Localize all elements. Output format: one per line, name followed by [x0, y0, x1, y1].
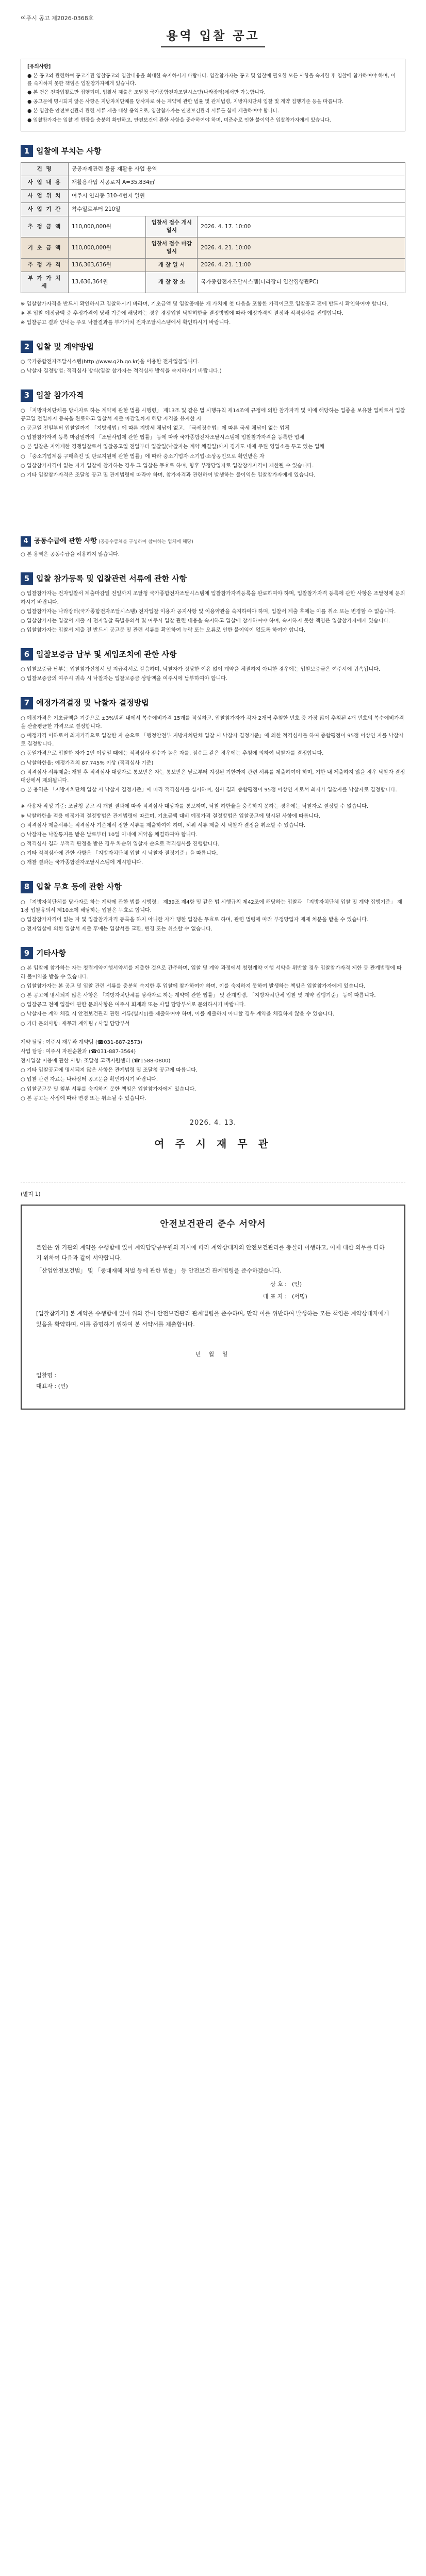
section-title: [34, 537, 193, 546]
info-label: 사 업 위 치: [21, 190, 69, 203]
paragraph: ○ 본 공고는 사정에 따라 변경 또는 취소될 수 있습니다.: [21, 1095, 146, 1101]
section-number: 6: [21, 648, 33, 660]
info-value: 착수일로부터 210일: [69, 203, 405, 216]
paragraph: ○ 입찰공고 전에 입찰에 관한 문의사항은 여주시 회계과 또는 사업 담당부서로 문의하시기 바랍니다.: [21, 1002, 246, 1008]
form-field-row: [36, 1280, 390, 1289]
form-footer-line: [36, 1382, 390, 1391]
price-row: [21, 272, 405, 293]
form-footer-label: 대표자 :: [36, 1383, 57, 1390]
price-label: 기 초 금 액: [21, 238, 69, 259]
price-amount: 136,363,636원: [69, 258, 146, 272]
section-3-body: [21, 407, 405, 480]
section-number: 9: [21, 947, 33, 959]
section-9-body: [21, 964, 405, 1028]
section-9-heading: [21, 947, 405, 959]
form-footer: [36, 1371, 390, 1390]
paragraph: ○ 본 입찰에 참가하는 자는 청렴계약이행서약서를 제출한 것으로 간주하며, 입찰 및 계약 과정에서 청렴계약 이행 서약을 위반할 경우 입찰참가자격 제한 등 관계법령에 따라 불이익을 받을 수 있습니다.: [21, 965, 402, 980]
section-3-heading: [21, 389, 405, 402]
form-paragraph: 본인은 위 기관의 계약을 수행함에 있어 계약담당공무원의 지시에 따라 계약상대자의 안전보건관리를 충실히 이행하고, 이에 대한 의무를 다하기 위하여 다음과 같이 서약합니다.: [36, 1244, 385, 1262]
paragraph: ○ 본 용역은 공동수급을 허용하지 않습니다.: [21, 552, 120, 558]
paragraph: ○ 본 공고에 명시되지 않은 사항은 「지방자치단체를 당사자로 하는 계약에 관한 법률」 및 관계법령, 「지방자치단체 입찰 및 계약 집행기준」 등에 따릅니다.: [21, 992, 376, 998]
section-title: 입찰 참가등록 및 입찰관련 서류에 관한 사항: [36, 573, 187, 583]
paragraph: ○ 본 입찰은 지역제한 경쟁입찰로서 입찰공고일 전일부터 입찰일(낙찰자는 계약 체결일)까지 경기도 내에 주된 영업소를 두고 있는 업체: [21, 444, 325, 450]
notice-box: [21, 59, 405, 131]
section-8-body: [21, 899, 405, 934]
section-title: 입찰 및 계약방법: [36, 342, 94, 351]
price-label: 부 가 가 치 세: [21, 272, 69, 293]
paragraph: ○ 개찰 결과는 국가종합전자조달시스템에 게시합니다.: [21, 860, 143, 866]
paragraph: ○ 예정가격은 기초금액을 기준으로 ±3%범위 내에서 복수예비가격 15개를 작성하고, 입찰참가자가 각자 2개씩 추첨한 번호 중 가장 많이 추첨된 4개 번호의 복수예비가격을 산술평균한 가격으로 결정합니다.: [21, 715, 404, 730]
notice-item: ● 입찰참가자는 입찰 전 현장을 충분히 확인하고, 안전보건에 관한 사항을 준수하여야 하며, 미준수로 인한 불이익은 입찰참가자에게 있습니다.: [27, 117, 331, 123]
form-body-2: [36, 1309, 390, 1330]
note: ※ 본 입찰 예정금액 중 추정가격이 당해 기준에 해당하는 경우 경쟁입찰 낙찰하한율 결정방법에 따라 예정가격의 결정과 적격심사를 진행합니다.: [21, 310, 343, 316]
info-row: [21, 176, 405, 190]
info-value: 여주시 연라동 310-4번지 일원: [69, 190, 405, 203]
schedule-label: 입찰서 접수 개시일시: [146, 216, 198, 238]
paragraph: ○ 기타 입찰공고에 명시되지 않은 사항은 관계법령 및 조달청 공고에 따릅니다.: [21, 1067, 198, 1074]
paragraph: ○ 적격심사 서류제출: 개찰 후 적격심사 대상자로 통보받은 자는 통보받은 날로부터 지정된 기한까지 관련 서류를 제출하여야 하며, 기한 내 제출하지 않을 경우 낙찰자 결정 대상에서 제외됩니다.: [21, 769, 405, 784]
section-title: 기타사항: [36, 948, 66, 958]
price-amount: 13,636,364원: [69, 272, 146, 293]
schedule-value: 2026. 4. 17. 10:00: [198, 216, 405, 238]
paragraph: ○ 입찰참가자는 나라장터(국가종합전자조달시스템) 전자입찰 이용자 공지사항 및 이용약관을 숙지하여야 하며, 입찰서 제출 후에는 이를 취소 또는 변경할 수 없습니다.: [21, 608, 396, 615]
section-number: 5: [21, 572, 33, 585]
paragraph: ○ 「지방자치단체를 당사자로 하는 계약에 관한 법률 시행령」 제13조 및 같은 법 시행규칙 제14조에 규정에 의한 참가자격 및 이에 해당하는 업종을 보유한 업체로서 입찰 공고일 전일까지 등록을 완료하고 입찰서 제출 마감일까지 해당 자격을 유지한 자: [21, 408, 405, 422]
paragraph: ○ 입찰참가자격이 없는 자 및 입찰참가자격 등록을 하지 아니한 자가 행한 입찰은 무효로 하며, 관련 법령에 따라 부정당업자 제재 처분을 받을 수 있습니다.: [21, 917, 369, 923]
document-number: 여주시 공고 제2026-0368호: [21, 15, 94, 22]
section-subtitle: (공동수급체를 구성하여 참여하는 업체에 해당): [99, 539, 193, 545]
schedule-label: 개 찰 일 시: [146, 258, 198, 272]
section-2-heading: [21, 341, 405, 353]
notice-heading: [유의사항]: [27, 64, 51, 70]
form-paragraph: [입찰참가자] 본 계약을 수행함에 있어 위와 같이 안전보건관리 관계법령을 준수하며, 만약 이를 위반하여 발생하는 모든 책임은 계약상대자에게 있음을 확약하며, 이를 증명하기 위하여 본 서약서를 제출합니다.: [36, 1310, 389, 1328]
form-footer-label: 입찰명 :: [36, 1372, 57, 1379]
paragraph: ○ 「지방자치단체를 당사자로 하는 계약에 관한 법률 시행령」 제39조 제4항 및 같은 법 시행규칙 제42조에 해당하는 입찰과 「지방자치단체 입찰 및 계약 집행기준」 제1장 입찰유의서 제10조에 해당하는 입찰은 무효로 합니다.: [21, 899, 402, 913]
paragraph: ○ 기타 문의사항: 재무과 계약팀 / 사업 담당부서: [21, 1021, 130, 1027]
section-title: 입찰 참가자격: [36, 391, 84, 400]
note: ※ 입찰공고 결과 안내는 주요 낙찰결과를 부가가치 전자조달시스템에서 확인하시기 바랍니다.: [21, 320, 231, 326]
paragraph: ○ 공고일 전일부터 입찰일까지 「지방세법」에 따른 지방세 체납이 없고, 「국세징수법」에 따른 국세 체납이 없는 업체: [21, 426, 290, 432]
paragraph: ○ 낙찰자는 낙찰통지를 받은 날로부터 10일 이내에 계약을 체결하여야 합니다.: [21, 832, 198, 838]
section-number: 2: [21, 341, 33, 353]
form-body: [36, 1243, 390, 1276]
title-wrap: [21, 28, 405, 48]
info-label: 사 업 내 용: [21, 176, 69, 190]
notice-date: 2026. 4. 13.: [189, 1119, 237, 1127]
paragraph: ○ 입찰참가자는 본 공고 및 입찰 관련 서류를 충분히 숙지한 후 입찰에 참가하여야 하며, 이를 숙지하지 못하여 발생하는 책임은 입찰참가자에게 있습니다.: [21, 983, 365, 989]
price-amount: 110,000,000원: [69, 238, 146, 259]
section-6-heading: [21, 648, 405, 660]
info-value: 재활용사업 시공로지 A=35,834㎡: [69, 176, 405, 190]
section-5-body: [21, 590, 405, 635]
price-amount: 110,000,000원: [69, 216, 146, 238]
section-title: 입찰 무효 등에 관한 사항: [36, 882, 122, 892]
paragraph: ○ 동일가격으로 입찰한 자가 2인 이상일 때에는 적격심사 점수가 높은 자를, 점수도 같은 경우에는 추첨에 의하여 낙찰자를 결정합니다.: [21, 751, 324, 757]
paragraph: 전자입찰 이용에 관한 사항: 조달청 고객지원센터 (☎1588-0800): [21, 1058, 171, 1064]
section-title: 입찰에 부치는 사항: [36, 146, 102, 156]
schedule-value: 2026. 4. 21. 11:00: [198, 258, 405, 272]
section-title: 입찰보증금 납부 및 세입조치에 관한 사항: [36, 649, 177, 659]
info-row: [21, 203, 405, 216]
schedule-label: 입찰서 접수 마감일시: [146, 238, 198, 259]
form-field-row: [36, 1293, 390, 1301]
form-field-value: (서명): [292, 1293, 307, 1300]
notice-item: ● 본 건은 전자입찰로만 집행되며, 입찰서 제출은 조달청 국가종합전자조달시스템(나라장터)에서만 가능합니다.: [27, 90, 266, 96]
form-footer-line: [36, 1371, 390, 1380]
price-label: 추 정 금 액: [21, 216, 69, 238]
paragraph: ○ 입찰보증금의 여주시 귀속 시 낙찰자는 입찰보증금 상당액을 여주시에 납부하여야 합니다.: [21, 676, 228, 682]
section-number: 8: [21, 881, 33, 893]
paragraph: ○ 입찰참가자는 입찰서 제출 전 반드시 공고문 및 관련 서류를 확인하여 누락 또는 오류로 인한 불이익이 없도록 하여야 합니다.: [21, 628, 306, 634]
section-7-body: [21, 715, 405, 868]
paragraph: ○ 국가종합전자조달시스템(http://www.g2b.go.kr)을 이용한 전자입찰입니다.: [21, 359, 200, 365]
section-number: 1: [21, 145, 33, 157]
section-1-notes: [21, 300, 405, 328]
form-footer-value: (인): [58, 1383, 68, 1390]
section-4-body: [21, 551, 405, 559]
form-field-value: (인): [292, 1280, 302, 1287]
paragraph: ○ 입찰 관련 자료는 나라장터 공고문을 확인하시기 바랍니다.: [21, 1077, 158, 1083]
price-row: [21, 238, 405, 259]
paragraph: ○ 낙찰하한율: 예정가격의 87.745% 이상 (적격심사 기준): [21, 760, 154, 766]
price-label: 추 정 가 격: [21, 258, 69, 272]
notice-item: ● 본 공고와 관련하여 공고기관 입찰공고와 입찰내용을 최대한 숙지하시기 바랍니다. 입찰참가자는 공고 및 입찰에 필요한 모든 사항을 숙지한 후 입찰에 참가하여야 하며, 이를 숙지하지 못한 책임은 입찰참가자에게 있습니다.: [27, 73, 396, 87]
paragraph: ○ 낙찰자는 계약 체결 시 안전보건관리 관련 서류(별지1)를 제출하여야 하며, 이를 제출하지 아니할 경우 계약을 체결하지 않을 수 있습니다.: [21, 1011, 335, 1018]
paragraph: ○ 입찰참가자격이 없는 자가 입찰에 참가하는 경우 그 입찰은 무효로 하며, 향후 부정당업자로 입찰참가자격이 제한될 수 있습니다.: [21, 463, 314, 469]
paragraph: ○ 입찰보증금 납부는 입찰참가신청서 및 지급각서로 갈음하며, 낙찰자가 정당한 이유 없이 계약을 체결하지 아니한 경우에는 입찰보증금은 여주시에 귀속됩니다.: [21, 667, 381, 673]
paragraph: 계약 담당: 여주시 재무과 계약팀 (☎031-887-2573): [21, 1039, 142, 1045]
form-title: 안전보건관리 준수 서약서: [160, 1218, 266, 1229]
section-1-heading: [21, 145, 405, 157]
page-title: 용역 입찰 공고: [161, 28, 265, 48]
section-number: 3: [21, 389, 33, 402]
paragraph: ○ 적격심사 제출서류는 적격심사 기준에서 정한 서류를 제출하여야 하며, 허위 서류 제출 시 낙찰자 결정을 취소할 수 있습니다.: [21, 822, 306, 828]
form-field-label: 상 호 :: [270, 1280, 287, 1287]
paragraph: ○ 낙찰자 결정방법: 적격심사 방식(입찰 참가자는 적격심사 방식을 숙지하시기 바랍니다.): [21, 368, 222, 375]
info-label: 사 업 기 간: [21, 203, 69, 216]
section-6-body: [21, 666, 405, 683]
paragraph: ○ 「중소기업제품 구매촉진 및 판로지원에 관한 법률」에 따라 중소기업자·소기업·소상공인으로 확인받은 자: [21, 453, 265, 460]
paragraph: ○ 기타 적격심사에 관한 사항은 「지방자치단체 입찰 시 낙찰자 결정기준」을 따릅니다.: [21, 851, 218, 857]
note: ※ 입찰참가자격을 반드시 확인하시고 입찰하시기 바라며, 기초금액 및 입찰공매분 개 가치에 첫 다음을 포함한 가격이므로 입찰공고 전에 반드시 확인하여야 합니다.: [21, 301, 388, 307]
paragraph: ※ 낙찰하한율 적용 예정가격 결정방법은 관계법령에 따르며, 기초금액 대비 예정가격 결정방법은 입찰공고에 명시된 사항에 따릅니다.: [21, 813, 320, 819]
paragraph: ○ 입찰참가자격 등록 마감일까지 「조달사업에 관한 법률」 등에 따라 국가종합전자조달시스템에 입찰참가자격을 등록한 업체: [21, 435, 304, 441]
section-title-text: 공동수급에 관한 사항: [34, 537, 97, 545]
paragraph: ※ 사용자 작성 기준: 조달청 공고 시 개찰 결과에 따라 적격심사 대상자를 통보하며, 낙찰 하한율을 충족하지 못하는 경우에는 낙찰자로 결정할 수 없습니다.: [21, 804, 369, 810]
section-number: 4: [21, 536, 31, 547]
section-title: 예정가격결정 및 낙찰자 결정방법: [36, 698, 149, 708]
price-row: [21, 258, 405, 272]
schedule-value: 국가종합전자조달시스템(나라장터 입찰집행관PC): [198, 272, 405, 293]
paragraph: ○ 입찰공고문 및 첨부 서류를 숙지하지 못한 책임은 입찰참가자에게 있습니다.: [21, 1086, 196, 1092]
price-row: [21, 216, 405, 238]
schedule-value: 2026. 4. 21. 10:00: [198, 238, 405, 259]
closing-notes: [21, 1039, 405, 1103]
paragraph: ○ 전자입찰에 의한 입찰서 제출 후에는 입찰서를 교환, 변경 또는 취소할 수 없습니다.: [21, 926, 213, 933]
pledge-form: [21, 1205, 405, 1410]
section-8-heading: [21, 881, 405, 893]
form-date: 년 월 일: [195, 1350, 231, 1358]
notice-item: ● 본 입찰은 안전보건관리 관련 서류 제출 대상 용역으로, 입찰참가자는 안전보건관리 서류를 함께 제출하여야 합니다.: [27, 108, 279, 114]
section-4-heading: [21, 536, 405, 547]
bid-info-table: [21, 162, 405, 293]
form-quote: 「산업안전보건법」 및 「중대재해 처벌 등에 관한 법률」 등 안전보건 관계법령을 준수하겠습니다.: [36, 1267, 282, 1274]
annex-label: (별지 1): [21, 1191, 41, 1197]
paragraph: 사업 담당: 여주시 자원순환과 (☎031-887-3564): [21, 1048, 136, 1055]
spacer: [21, 795, 405, 803]
info-label: 건 명: [21, 163, 69, 176]
paragraph: ○ 본 용역은 「지방자치단체 입찰 시 낙찰자 결정기준」에 따라 적격심사를 실시하며, 심사 결과 종합평점이 95점 이상인 자로서 최저가 입찰자를 낙찰자로 결정합니다.: [21, 787, 397, 793]
paragraph: ○ 입찰참가자는 입찰서 제출 시 전자입찰 특별유의서 및 여주시 입찰 관련 내용을 숙지하고 입찰에 참가하여야 하며, 숙지하지 못한 책임은 입찰참가자에게 있습니다.: [21, 618, 390, 624]
paragraph: ○ 적격심사 결과 부적격 판정을 받은 경우 차순위 입찰자 순으로 적격심사를 진행합니다.: [21, 841, 219, 848]
notice-item: ● 공고문에 명시되지 않은 사항은 지방자치단체를 당사자로 하는 계약에 관한 법률 및 관계법령, 지방자치단체 입찰 및 계약 집행기준 등을 따릅니다.: [27, 99, 344, 105]
info-row: [21, 190, 405, 203]
form-field-label: 대 표 자 :: [263, 1293, 287, 1300]
section-number: 7: [21, 697, 33, 709]
section-7-heading: [21, 697, 405, 709]
section-5-heading: [21, 572, 405, 585]
issuer-signature: 여 주 시 재 무 관: [154, 1137, 272, 1150]
paragraph: ○ 예정가격 이하로서 최저가격으로 입찰한 자 순으로 「행정안전부 지방자치단체 입찰 시 낙찰자 결정기준」에 의한 적격심사를 하여 종합평점이 95점 이상인 자를 낙찰자로 결정합니다.: [21, 733, 404, 748]
info-row: [21, 163, 405, 176]
schedule-label: 개 찰 장 소: [146, 272, 198, 293]
info-value: 공공자재관련 물품 재활용 사업 용역: [69, 163, 405, 176]
spacer: [21, 481, 405, 527]
paragraph: ○ 기타 입찰참가자격은 조달청 공고 및 관계법령에 따라야 하며, 참가자격과 관련하여 발생하는 불이익은 입찰참가자에게 있습니다.: [21, 472, 316, 478]
section-2-body: [21, 358, 405, 376]
paragraph: ○ 입찰참가자는 전자입찰서 제출마감일 전일까지 조달청 국가종합전자조달시스템에 입찰참가자격등록을 완료하여야 하며, 입찰참가자격 등록에 관한 사항은 조달청에 문의하시기 바랍니다.: [21, 591, 405, 605]
